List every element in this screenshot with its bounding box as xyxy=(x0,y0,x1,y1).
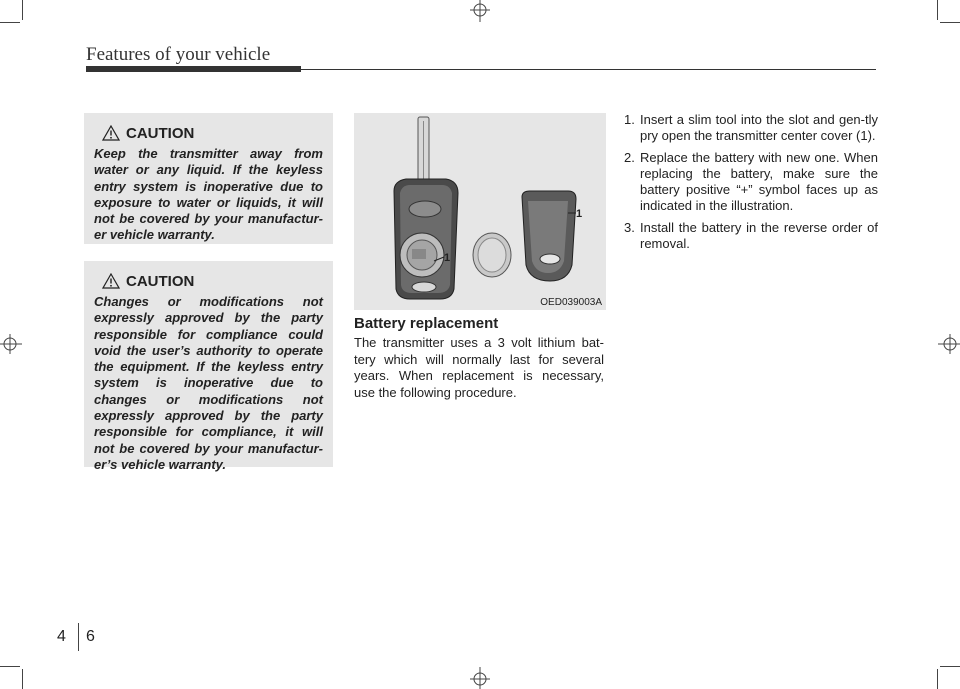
step-number: 2. xyxy=(624,149,635,165)
step-number: 1. xyxy=(624,112,635,127)
caution-text: Keep the transmitter away from water or any liquid. If the keyless entry system is inoperative due to exposure to water or liquids, it will not be covered by your manufactur-er vehicle warranty. xyxy=(94,146,323,243)
caution-box-water xyxy=(84,113,333,244)
step-number: 3. xyxy=(624,219,635,235)
crop-mark xyxy=(0,666,20,667)
callout-label: 1 xyxy=(576,208,583,220)
section-heading: Battery replacement xyxy=(354,315,499,332)
section-body: The transmitter uses a 3 volt lithium bat-tery which will normally last for several years. When replacement is necessary, use the following procedure. xyxy=(354,335,604,400)
registration-mark-right xyxy=(938,332,960,356)
page-header-title: Features of your vehicle xyxy=(86,44,271,65)
page-number: 6 xyxy=(86,628,95,645)
caution-title: CAUTION xyxy=(126,124,195,142)
crop-mark xyxy=(937,669,938,689)
chapter-number: 4 xyxy=(57,628,66,645)
list-item xyxy=(624,150,878,215)
caution-title: CAUTION xyxy=(126,272,195,290)
caution-header xyxy=(94,271,323,291)
caution-text: Changes or modifications not expressly approved by the party responsible for compliance could void the user’s authority to operate the equipment. If the keyless entry system is inoperative due to changes or modifications not expressly approved by the party responsible for compliance, it will not be covered by your manufactur-er’s vehicle warranty. xyxy=(94,294,323,472)
registration-mark-top xyxy=(468,0,492,22)
crop-mark xyxy=(0,22,20,23)
transmitter-battery-illustration xyxy=(354,113,606,310)
header-rule xyxy=(301,69,876,70)
page-number-divider xyxy=(78,623,79,651)
caution-header xyxy=(94,123,323,143)
list-item xyxy=(624,220,878,253)
caution-box-modifications xyxy=(84,261,333,472)
warning-triangle-icon xyxy=(102,125,120,141)
transmitter-illustration xyxy=(354,113,606,310)
crop-mark xyxy=(940,22,960,23)
crop-mark xyxy=(937,0,938,20)
step-text: Insert a slim tool into the slot and gen-tly pry open the transmitter center cover (1). xyxy=(640,112,878,144)
callout-label: 1 xyxy=(444,252,451,264)
warning-triangle-icon xyxy=(102,273,120,289)
list-item xyxy=(624,112,878,145)
crop-mark xyxy=(940,666,960,667)
procedure-steps xyxy=(624,112,878,257)
figure-code: OED039003A xyxy=(540,297,602,308)
step-text: Install the battery in the reverse order of removal. xyxy=(640,219,878,252)
header-bar xyxy=(86,66,301,72)
step-text: Replace the battery with new one. When replacing the battery, make sure the battery positive “+” symbol faces up as indicated in the illustration. xyxy=(640,149,878,214)
crop-mark xyxy=(22,0,23,20)
crop-mark xyxy=(22,669,23,689)
registration-mark-bottom xyxy=(468,667,492,689)
registration-mark-left xyxy=(0,332,22,356)
